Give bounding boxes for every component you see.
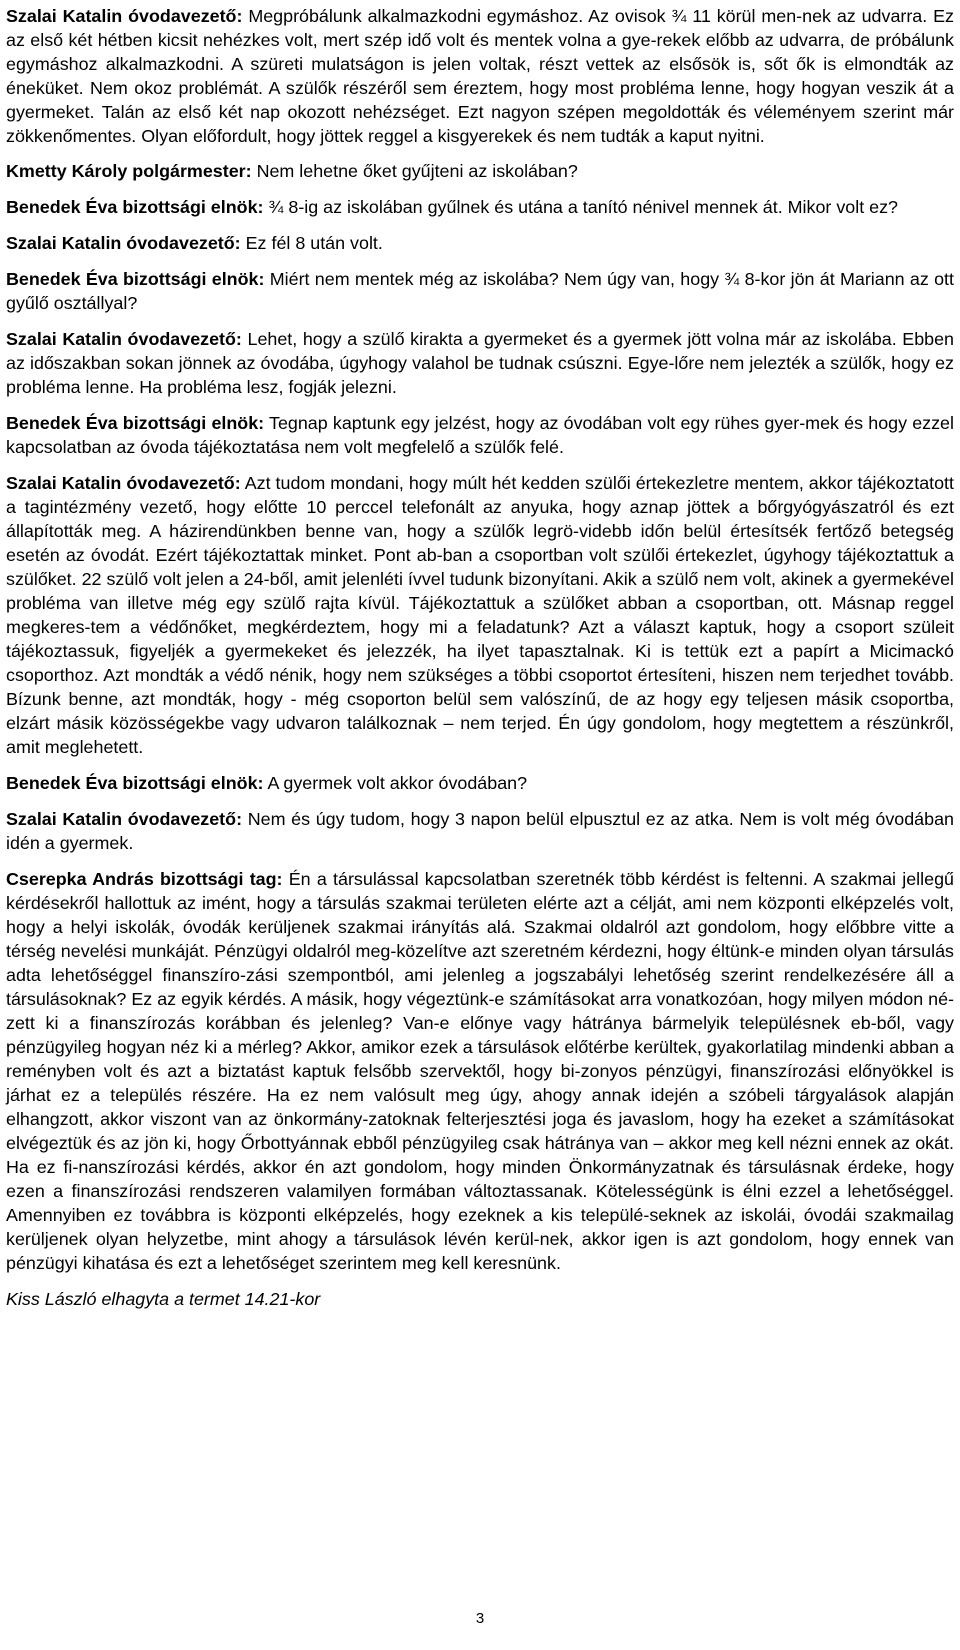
speaker-name: Benedek Éva bizottsági elnök:	[6, 773, 264, 793]
statement-paragraph	[6, 807, 954, 855]
statement-paragraph	[6, 195, 954, 219]
statement-paragraph	[6, 471, 954, 759]
statement-paragraph	[6, 4, 954, 148]
speaker-name: Benedek Éva bizottsági elnök:	[6, 197, 264, 217]
statement-paragraph	[6, 267, 954, 315]
statement-paragraph	[6, 159, 954, 183]
statement-paragraph	[6, 411, 954, 459]
statement-text: Miért nem mentek még az iskolába? Nem úgy van, hogy ¾ 8-kor jön át Mariann az ott gyűlő osztállyal?	[6, 269, 954, 313]
speaker-name: Szalai Katalin óvodavezető:	[6, 473, 241, 493]
speaker-name: Cserepka András bizottsági tag:	[6, 869, 283, 889]
statement-paragraph	[6, 231, 954, 255]
statement-text: Azt tudom mondani, hogy múlt hét kedden szülői értekezletre mentem, akkor tájékoztatott a tagintézmény vezető, hogy előtte 10 perccel telefonált az anyuka, hogy aznap jöttek a bőrgyógyászatról és ezt állapították meg. A házirendünkben benne van, hogy a szülők legrö-videbb időn belül értesítsék fertőző betegség esetén az óvodát. Ezért tájékoztattak minket. Pont ab-ban a csoportban volt szülői értekezlet, úgyhogy tájékoztattuk a szülőket. 22 szülő volt jelen a 24-ből, amit jelenléti ívvel tudunk bizonyítani. Akik a szülő nem volt, akinek a gyermekével probléma van illetve még egy szülő rajta kívül. Tájékoztattuk a szülőket abban a csoportban, ott. Másnap reggel megkeres-tem a védőnőket, megkérdeztem, hogy mi a feladatunk? Azt a választ kaptuk, hogy a csoport szüleit tájékoztassuk, figyeljék a gyermekeket és jelezzék, ha ilyet tapasztalnak. Ki is tettük ezt a papírt a Micimackó csoporthoz. Azt mondták a védő nénik, hogy nem szükséges a többi csoportot értesíteni, hiszen nem terjedhet tovább. Bízunk benne, azt mondták, hogy - még csoporton belül sem valószínű, de az hogy egy teljesen másik csoportba, elzárt másik közösségekbe vagy udvaron találkoznak – nem terjed. Én úgy gondolom, hogy megtettem a részünkről, amit meglehetett.	[6, 473, 955, 757]
statement-text: ¾ 8-ig az iskolában gyűlnek és utána a tanító nénivel mennek át. Mikor volt ez?	[268, 197, 899, 217]
speaker-name: Szalai Katalin óvodavezető:	[6, 809, 243, 829]
speaker-name: Kmetty Károly polgármester:	[6, 161, 252, 181]
page-number: 3	[475, 1610, 485, 1627]
statement-paragraph	[6, 771, 954, 795]
statement-text: Lehet, hogy a szülő kirakta a gyermeket és a gyermek jött volna már az iskolába. Ebben az időszakban sokan jönnek az óvodába, úgyhogy valahol be tudnak csúszni. Egye-lőre nem jelezték a szülők, hogy ez probléma lenne. Ha probléma lesz, fogják jelezni.	[6, 329, 954, 397]
statement-text: A gyermek volt akkor óvodában?	[267, 773, 528, 793]
speaker-name: Szalai Katalin óvodavezető:	[6, 233, 241, 253]
speaker-name: Szalai Katalin óvodavezető:	[6, 329, 242, 349]
minutes-body	[6, 4, 954, 1323]
statement-text: Megpróbálunk alkalmazkodni egymáshoz. Az ovisok ¾ 11 körül men-nek az udvarra. Ez az első két hétben kicsit nehézkes volt, mert szép idő volt és mentek volna a gye-rekek előbb az udvarra, de próbálunk egymáshoz alkalmazkodni. A szüreti mulatságon is jelen voltak, részt vettek az elsősök is, sőt ők is elmondták az éneküket. Nem okoz problémát. A szülők részéről sem éreztem, hogy most probléma lenne, hogy hogyan veszik át a gyermeket. Talán az első két nap okozott nehézséget. Ezt nagyon szépen megoldották és véleményem szerint már zökkenőmentes. Olyan előfordult, hogy jöttek reggel a kisgyerekek és nem tudták a kaput nyitni.	[6, 6, 954, 146]
closing-note: Kiss László elhagyta a termet 14.21-kor	[6, 1289, 321, 1309]
statement-text: Ez fél 8 után volt.	[245, 233, 383, 253]
speaker-name: Szalai Katalin óvodavezető:	[6, 6, 243, 26]
statement-paragraph	[6, 867, 954, 1275]
speaker-name: Benedek Éva bizottsági elnök:	[6, 413, 265, 433]
speaker-name: Benedek Éva bizottsági elnök:	[6, 269, 265, 289]
statement-paragraph	[6, 327, 954, 399]
statement-text: Nem lehetne őket gyűjteni az iskolában?	[256, 161, 578, 181]
statement-text: Tegnap kaptunk egy jelzést, hogy az óvodában volt egy rühes gyer-mek és hogy ezzel kapcsolatban az óvoda tájékoztatása nem volt megfelelő a szülők felé.	[6, 413, 954, 457]
statement-text: Nem és úgy tudom, hogy 3 napon belül elpusztul ez az atka. Nem is volt még óvodában idén a gyermek.	[6, 809, 954, 853]
statement-text: Én a társulással kapcsolatban szeretnék több kérdést is feltenni. A szakmai jellegű kérdésekről hallottuk az imént, hogy a társulás szakmai területen elérte azt a célját, ami nem központi elképzelés volt, hogy a helyi iskolák, óvodák kerüljenek szakmai irányítás alá. Szakmai oldalról azt gondolom, hogy előbbre vitte a térség nevelési munkáját. Pénzügyi oldalról meg-közelítve azt szeretném kérdezni, hogy éltünk-e minden olyan társulás adta lehetőséggel finanszíro-zási szempontból, ami jelenleg a jogszabályi lehetőség szerint rendelkezésére áll a társulásoknak? Ez az egyik kérdés. A másik, hogy végeztünk-e számításokat arra vonatkozóan, hogy milyen módon né-zett ki a finanszírozás korábban és jelenleg? Van-e előnye vagy hátránya bármelyik településnek eb-ből, vagy pénzügyileg hogyan néz ki a mérleg? Akkor, amikor ezek a társulások előtérbe kerültek, gyakorlatilag mindenki abban a reményben volt és azt a biztatást kaptuk felsőbb szervektől, hogy bi-zonyos pénzügyi, finanszírozási előnyökkel is járhat ez a település részére. Ha ez nem valósult meg úgy, ahogy annak idején a szóbeli tárgyalások alapján elhangzott, akkor viszont van az önkormány-zatoknak felterjesztési joga és javaslom, hogy ha ezeket a számításokat elvégeztük és az jön ki, hogy Őrbottyánnak ebből pénzügyileg csak hátránya van – akkor meg kell nézni ennek az okát. Ha ez fi-nanszírozási kérdés, akkor én azt gondolom, hogy minden Önkormányzatnak és társulásnak érdeke, hogy ezen a finanszírozási rendszeren valamilyen formában változtassanak. Kötelességünk is élni ezzel a lehetőséggel. Amennyiben ez továbbra is központi elképzelés, hogy ezeknek a kis települé-seknek az iskolái, óvodái szakmailag kerüljenek olyan helyzetbe, mint ahogy a társulások lévén kerül-nek, akkor igen is azt gondolom, hogy ennek van pénzügyi kihatása és ezt a lehetőséget szerintem meg kell keresnünk.	[6, 869, 954, 1273]
